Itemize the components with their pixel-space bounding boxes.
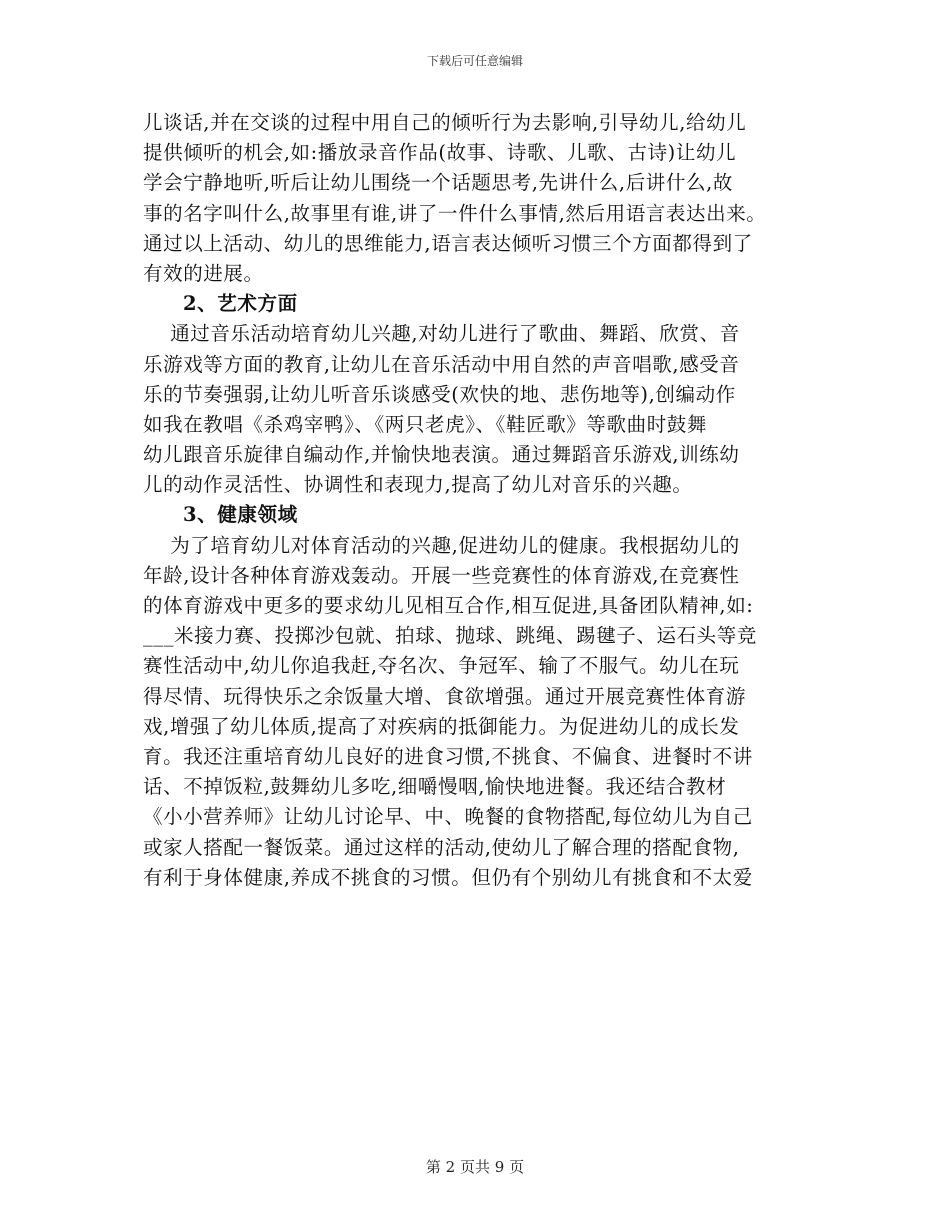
text-line: 有利于身体健康,养成不挑食的习惯。但仍有个别幼儿有挑食和不太爱 bbox=[143, 865, 753, 889]
text-line: 提供倾听的机会,如:播放录音作品(故事、诗歌、儿歌、古诗)让幼儿 bbox=[143, 141, 737, 165]
text-line: 话、不掉饭粒,鼓舞幼儿多吃,细嚼慢咽,愉快地进餐。我还结合教材 bbox=[143, 775, 727, 799]
text-line: 或家人搭配一餐饭菜。通过这样的活动,使幼儿了解合理的搭配食物, bbox=[143, 835, 740, 859]
text-line: 乐游戏等方面的教育,让幼儿在音乐活动中用自然的声音唱歌,感受音 bbox=[143, 352, 740, 376]
text-line: 乐的节奏强弱,让幼儿听音乐谈感受(欢快的地、悲伤地等),创编动作 bbox=[143, 382, 736, 406]
section-heading-arts: 2、艺术方面 bbox=[183, 292, 298, 316]
text-line: 育。我还注重培育幼儿良好的进食习惯,不挑食、不偏食、进餐时不讲 bbox=[143, 744, 753, 768]
text-line: 《小小营养师》让幼儿讨论早、中、晚餐的食物搭配,每位幼儿为自己 bbox=[143, 805, 753, 829]
text-line: 幼儿跟音乐旋律自编动作,并愉快地表演。通过舞蹈音乐游戏,训练幼 bbox=[143, 443, 740, 467]
text-line: ___米接力赛、投掷沙包就、拍球、抛球、跳绳、踢毽子、运石头等竞 bbox=[143, 624, 757, 648]
text-line: 年龄,设计各种体育游戏轰动。开展一些竞赛性的体育游戏,在竞赛性 bbox=[143, 563, 740, 587]
text-line: 通过以上活动、幼儿的思维能力,语言表达倾听习惯三个方面都得到了 bbox=[143, 231, 753, 255]
page-number-footer: 第 2 页共 9 页 bbox=[425, 1158, 525, 1176]
text-line: 儿谈话,并在交谈的过程中用自己的倾听行为去影响,引导幼儿,给幼儿 bbox=[143, 111, 747, 134]
text-line: 为了培育幼儿对体育活动的兴趣,促进幼儿的健康。我根据幼儿的 bbox=[143, 533, 740, 557]
page-header: 下载后可任意编辑 bbox=[426, 54, 523, 68]
text-line: 的体育游戏中更多的要求幼儿见相互合作,相互促进,具备团队精神,如: bbox=[143, 594, 754, 617]
text-line: 通过音乐活动培育幼儿兴趣,对幼儿进行了歌曲、舞蹈、欣赏、音 bbox=[143, 322, 740, 346]
text-line: 得尽情、玩得快乐之余饭量大增、食欲增强。通过开展竞赛性体育游 bbox=[143, 684, 747, 708]
text-line: 赛性活动中,幼儿你追我赶,夺名次、争冠军、输了不服气。幼儿在玩 bbox=[143, 654, 740, 678]
text-line: 学会宁静地听,听后让幼儿围绕一个话题思考,先讲什么,后讲什么,故 bbox=[143, 171, 733, 195]
text-line: 事的名字叫什么,故事里有谁,讲了一件什么事情,然后用语言表达出来。 bbox=[143, 201, 767, 225]
section-heading-health: 3、健康领域 bbox=[183, 503, 298, 527]
text-line: 有效的进展。 bbox=[143, 261, 264, 285]
text-line: 戏,增强了幼儿体质,提高了对疾病的抵御能力。为促进幼儿的成长发 bbox=[143, 714, 740, 738]
document-body bbox=[143, 108, 823, 893]
text-line: 如我在教唱《杀鸡宰鸭》、《两只老虎》、《鞋匠歌》等歌曲时鼓舞 bbox=[143, 412, 708, 436]
text-line: 儿的动作灵活性、协调性和表现力,提高了幼儿对音乐的兴趣。 bbox=[143, 473, 693, 497]
